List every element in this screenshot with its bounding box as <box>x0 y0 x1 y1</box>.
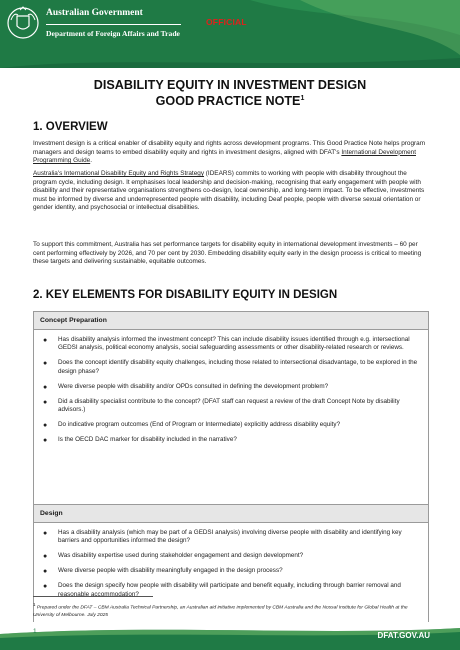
list-item-text: Were diverse people with disability meaningfully engaged in the design process? <box>58 567 283 575</box>
checklist-table <box>33 311 429 637</box>
footnote-number: 1 <box>33 602 36 607</box>
coat-of-arms-icon <box>6 6 40 40</box>
overview-p2-text: (IDEARS) commits to working with people with disability throughout the program cycle, including design. It emphasises local leadership and decision-making, recognising that early engagement with people with disability and their representative organisations strengthens co-design, local ownership, and long-term impact. To be effective, investments must be informed by diverse and underrepresented people with disability, including Deaf people, people with diverse sexual orientation or gender identity, and psychosocial or intellectual disabilities. <box>33 170 425 212</box>
list-item-text: Has disability analysis informed the investment concept? This can include disability issues identified through e.g. intersectional GEDSI analysis, political economy analysis, social safeguarding assessments or other disability-related research or reviews. <box>58 336 410 352</box>
list-item-text: Does the concept identify disability equity challenges, including those related to intersectional disadvantage, to be explored in the design phase? <box>58 359 418 375</box>
list-item-text: Has a disability analysis (which may be part of a GEDSI analysis) involving diverse people with disability and identifying key barriers and opportunities informed the design? <box>58 529 402 545</box>
key-elements-heading: 2. KEY ELEMENTS FOR DISABILITY EQUITY IN DESIGN <box>33 289 338 301</box>
page-number: 1 <box>33 628 37 635</box>
bullet-icon: ● <box>43 337 48 344</box>
website-link[interactable]: DFAT.GOV.AU <box>377 631 430 640</box>
bullet-icon: ● <box>43 360 48 368</box>
document-title-text: GOOD PRACTICE NOTE <box>155 94 301 108</box>
bullet-icon: ● <box>43 398 48 406</box>
overview-paragraph-3: To support this commitment, Australia has set performance targets for disability equity in international development investments – 60 per cent performing effectively by 2026, and 70 per cent by 2030. Embedding disability equity early in the design process is critical to meeting these targets and delivering sustainable, equitable outcomes. <box>33 241 422 266</box>
list-item <box>40 436 422 444</box>
footnote-divider <box>33 596 153 597</box>
overview-heading: 1. OVERVIEW <box>33 121 108 133</box>
list-item <box>40 359 422 376</box>
list-item-text: Does the design specify how people with disability will participate and benefit equally, including through barrier removal and reasonable accommodation? <box>58 582 401 598</box>
overview-paragraph-1 <box>33 140 428 166</box>
bullet-icon: ● <box>43 436 48 444</box>
list-item <box>40 398 422 415</box>
document-title-line2 <box>0 94 460 108</box>
overview-paragraph-2 <box>33 170 428 213</box>
list-item-text: Do indicative program outcomes (End of Program or Intermediate) explicitly address disability equity? <box>58 420 341 428</box>
title-footnote-ref[interactable]: 1 <box>300 94 305 102</box>
list-item <box>40 552 422 560</box>
section-header-design: Design <box>34 505 428 523</box>
list-item-text: Were diverse people with disability and/or OPDs consulted in defining the development problem? <box>58 382 329 390</box>
bullet-icon: ● <box>43 553 48 561</box>
footnote-text: Prepared under the DFAT – CBM Australia Technical Partnership, an Australian aid initiative implemented by CBM Australia and the Nossal Institute for Global Health at the University of Melbourne. July 2025 <box>33 605 408 618</box>
list-item <box>40 567 422 575</box>
programming-guide-link[interactable]: International Development Programming Guide <box>33 148 416 165</box>
section-header-concept: Concept Preparation <box>34 312 428 330</box>
department-name: Department of Foreign Affairs and Trade <box>46 29 180 38</box>
list-item-text: Did a disability specialist contribute to the concept? (DFAT staff can request a review of the draft Concept Note by disability advisors.) <box>58 397 400 413</box>
header-banner <box>0 0 460 68</box>
bullet-icon: ● <box>43 583 48 591</box>
bullet-icon: ● <box>43 383 48 391</box>
list-item <box>40 421 422 429</box>
government-name: Australian Government <box>46 8 143 18</box>
idears-link[interactable]: Australia's International Disability Equity and Rights Strategy <box>33 170 205 177</box>
classification-label: OFFICIAL <box>206 17 247 27</box>
overview-p1-text: Investment design is a critical enabler of disability equity and rights across development programs. This Good Practice Note helps program managers and design teams to embed disability equity and rights in investment designs, aligned with DFAT's <box>33 140 426 156</box>
bullet-icon: ● <box>43 530 48 537</box>
document-title-line1: DISABILITY EQUITY IN INVESTMENT DESIGN <box>93 78 367 92</box>
list-item-text: Was disability expertise used during stakeholder engagement and design development? <box>58 552 304 560</box>
list-item <box>40 336 422 353</box>
header-divider <box>46 24 181 25</box>
bullet-icon: ● <box>43 568 48 576</box>
list-item-text: Is the OECD DAC marker for disability included in the narrative? <box>58 435 237 443</box>
bullet-icon: ● <box>43 421 48 429</box>
section-body-design <box>34 523 428 636</box>
footnote <box>33 601 428 619</box>
section-body-concept <box>34 330 428 505</box>
list-item <box>40 529 422 546</box>
overview-p1-end: . <box>90 157 92 165</box>
list-item <box>40 383 422 391</box>
